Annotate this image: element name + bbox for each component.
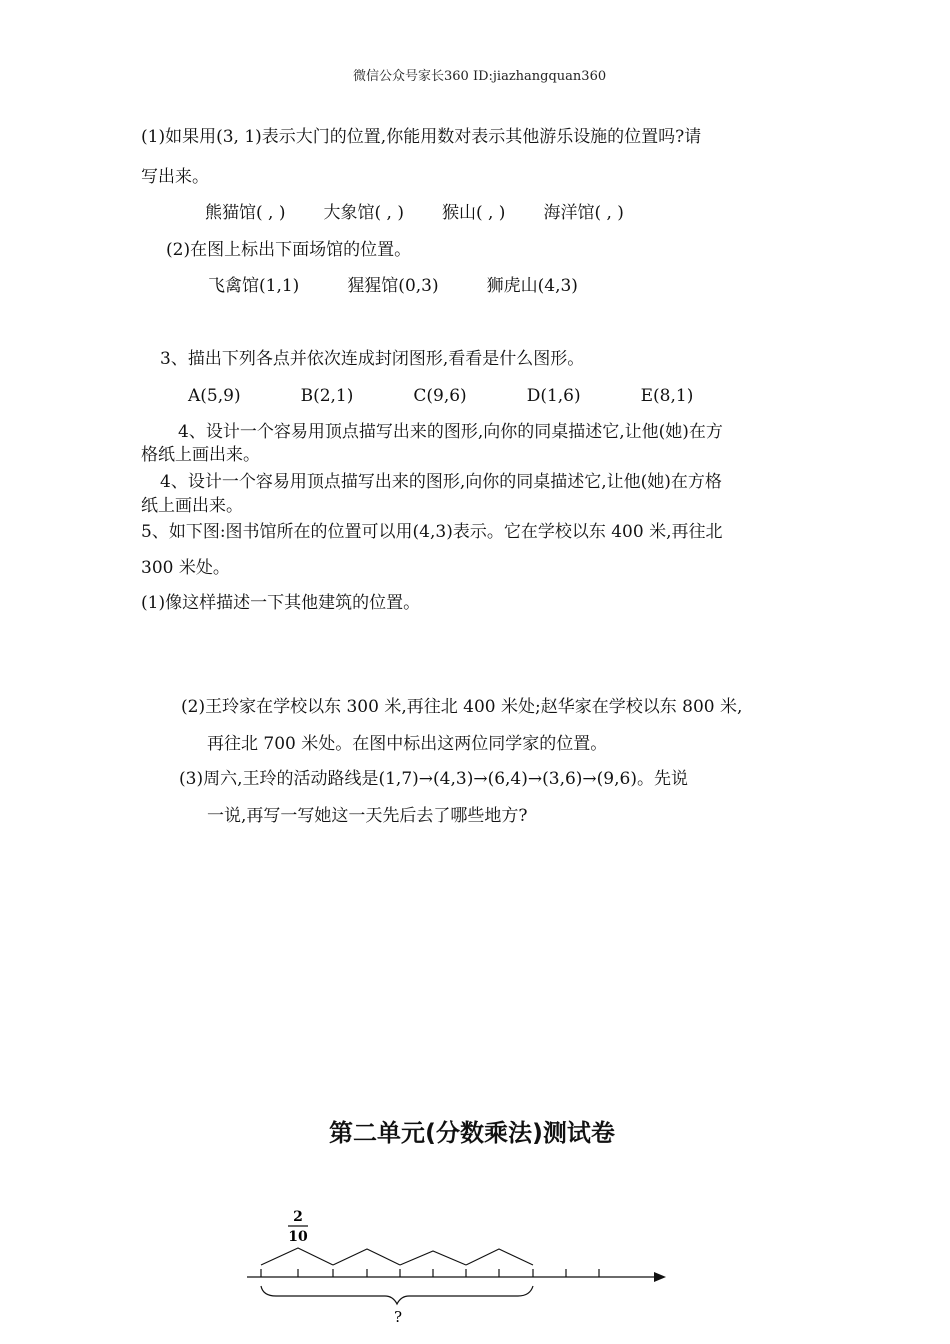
- question-5-3-line-1: (3)周六,王玲的活动路线是(1,7)→(4,3)→(6,4)→(3,6)→(9,6)。先说: [179, 769, 688, 789]
- point-label: C(9,6): [413, 386, 467, 406]
- venue-blank: 熊猫馆( , ): [205, 203, 286, 223]
- mark-venue: 猩猩馆(0,3): [347, 276, 439, 296]
- question-5-1: (1)像这样描述一下其他建筑的位置。: [141, 593, 421, 613]
- question-5-2-line-2: 再往北 700 米处。在图中标出这两位同学家的位置。: [207, 734, 608, 754]
- point-label: D(1,6): [526, 386, 581, 406]
- axis-arrow-icon: [654, 1272, 666, 1282]
- jump-arc: [466, 1249, 533, 1265]
- jump-arc: [261, 1248, 333, 1265]
- venue-blank: 海洋馆( , ): [543, 203, 624, 223]
- question-4b-line-1: 4、设计一个容易用顶点描写出来的图形,向你的同桌描述它,让他(她)在方格: [160, 472, 722, 492]
- question-5-2-line-1: (2)王玲家在学校以东 300 米,再往北 400 米处;赵华家在学校以东 800 米,: [181, 697, 743, 717]
- question-2: (2)在图上标出下面场馆的位置。: [166, 240, 412, 260]
- question-5-3-line-2: 一说,再写一写她这一天先后去了哪些地方?: [207, 806, 528, 826]
- fraction-numerator: 2: [293, 1209, 303, 1225]
- unit-title: 第二单元(分数乘法)测试卷: [329, 1119, 615, 1147]
- question-4a-line-1: 4、设计一个容易用顶点描写出来的图形,向你的同桌描述它,让他(她)在方: [178, 422, 723, 442]
- question-mark: ?: [393, 1308, 403, 1326]
- venue-blank: 大象馆( , ): [323, 203, 404, 223]
- question-5-line-1: 5、如下图:图书馆所在的位置可以用(4,3)表示。它在学校以东 400 米,再往北: [141, 522, 723, 542]
- venue-blank: 猴山( , ): [441, 203, 506, 223]
- jump-arc: [400, 1251, 466, 1265]
- mark-venue: 飞禽馆(1,1): [208, 276, 300, 296]
- mark-venue: 狮虎山(4,3): [486, 276, 578, 296]
- point-label: A(5,9): [188, 386, 241, 406]
- jump-arc: [333, 1249, 400, 1265]
- page-header: 微信公众号家长360 ID:jiazhangquan360: [353, 69, 607, 84]
- question-4b-line-2: 纸上画出来。: [141, 496, 243, 516]
- point-label: E(8,1): [640, 386, 694, 406]
- question-3: 3、描出下列各点并依次连成封闭图形,看看是什么图形。: [160, 349, 585, 369]
- question-1-line-1: (1)如果用(3, 1)表示大门的位置,你能用数对表示其他游乐设施的位置吗?请: [141, 127, 702, 147]
- question-4a-line-2: 格纸上画出来。: [141, 445, 260, 465]
- fraction-denominator: 10: [288, 1229, 308, 1245]
- question-5-line-2: 300 米处。: [141, 558, 230, 578]
- total-brace: [261, 1286, 533, 1304]
- question-1-line-2: 写出来。: [141, 167, 209, 187]
- point-label: B(2,1): [300, 386, 354, 406]
